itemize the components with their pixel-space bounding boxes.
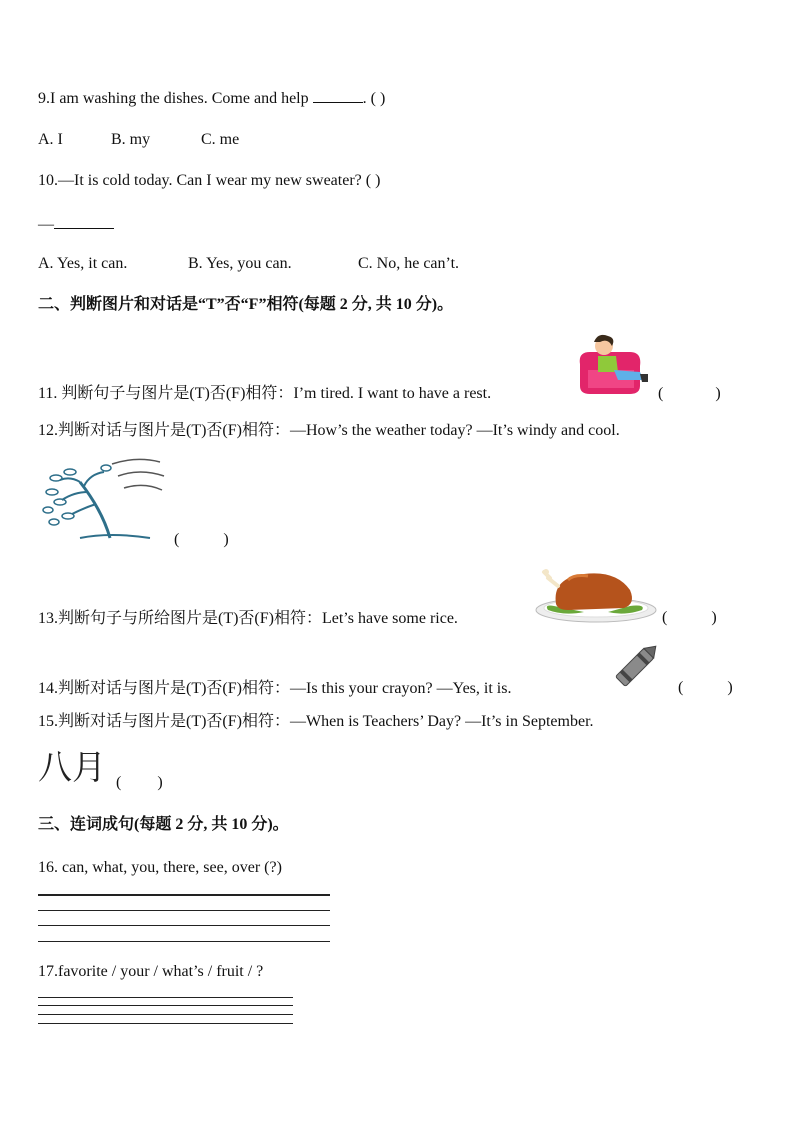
q10-answer-line <box>38 214 114 235</box>
q16-writing-line[interactable] <box>38 910 330 911</box>
q17-writing-line[interactable] <box>38 1005 293 1006</box>
q12-text: 12.判断对话与图片是(T)否(F)相符：—How’s the weather today? —It’s windy and cool. <box>38 422 620 439</box>
q10-option-b[interactable]: B. Yes, you can. <box>188 255 292 272</box>
q16-writing-line[interactable] <box>38 894 330 896</box>
crayon-icon <box>608 638 664 694</box>
q9-option-c[interactable]: C. me <box>201 131 240 148</box>
q10-option-a[interactable]: A. Yes, it can. <box>38 255 128 272</box>
q11-answer-paren[interactable]: ( ) <box>658 385 721 402</box>
q10-option-c[interactable]: C. No, he can’t. <box>358 255 460 272</box>
q12-answer-paren[interactable]: ( ) <box>174 531 229 548</box>
q11-text: 11. 判断句子与图片是(T)否(F)相符：I’m tired. I want to have a rest. <box>38 385 492 402</box>
q14-answer-paren[interactable]: ( ) <box>678 679 733 696</box>
q15-answer-paren[interactable]: ( ) <box>116 774 163 791</box>
q13-answer-paren[interactable]: ( ) <box>662 609 717 626</box>
q17-text: 17.favorite / your / what’s / fruit / ? <box>38 963 264 980</box>
section3-title: 三、连词成句(每题 2 分, 共 10 分)。 <box>38 816 289 833</box>
q17-writing-line[interactable] <box>38 997 293 998</box>
tired-person-icon <box>574 330 650 398</box>
q9-blank[interactable] <box>313 88 363 103</box>
q16-writing-line[interactable] <box>38 925 330 926</box>
q17-writing-line[interactable] <box>38 1014 293 1015</box>
q9-text: 9.I am washing the dishes. Come and help <box>38 90 313 107</box>
q9-paren: . ( ) <box>362 90 386 107</box>
roast-turkey-icon <box>534 560 658 626</box>
q10-blank[interactable] <box>54 214 114 229</box>
q16-text: 16. can, what, you, there, see, over (?) <box>38 859 282 876</box>
q10-text: 10.—It is cold today. Can I wear my new sweater? ( ) <box>38 172 381 189</box>
section2-title: 二、判断图片和对话是“T”否“F”相符(每题 2 分, 共 10 分)。 <box>38 296 454 313</box>
q10-dash: — <box>38 216 54 233</box>
q15-text: 15.判断对话与图片是(T)否(F)相符：—When is Teachers’ Day? —It’s in September. <box>38 713 594 730</box>
q9-option-b[interactable]: B. my <box>111 131 151 148</box>
q14-text: 14.判断对话与图片是(T)否(F)相符：—Is this your crayon? —Yes, it is. <box>38 680 512 697</box>
august-image-text: 八月 <box>38 748 106 788</box>
q13-text: 13.判断句子与所给图片是(T)否(F)相符：Let’s have some rice. <box>38 610 458 627</box>
q17-writing-line[interactable] <box>38 1023 293 1024</box>
q16-writing-line[interactable] <box>38 941 330 942</box>
q9-option-a[interactable]: A. I <box>38 131 63 148</box>
q9-line <box>38 88 385 109</box>
windy-tree-icon <box>40 452 170 544</box>
